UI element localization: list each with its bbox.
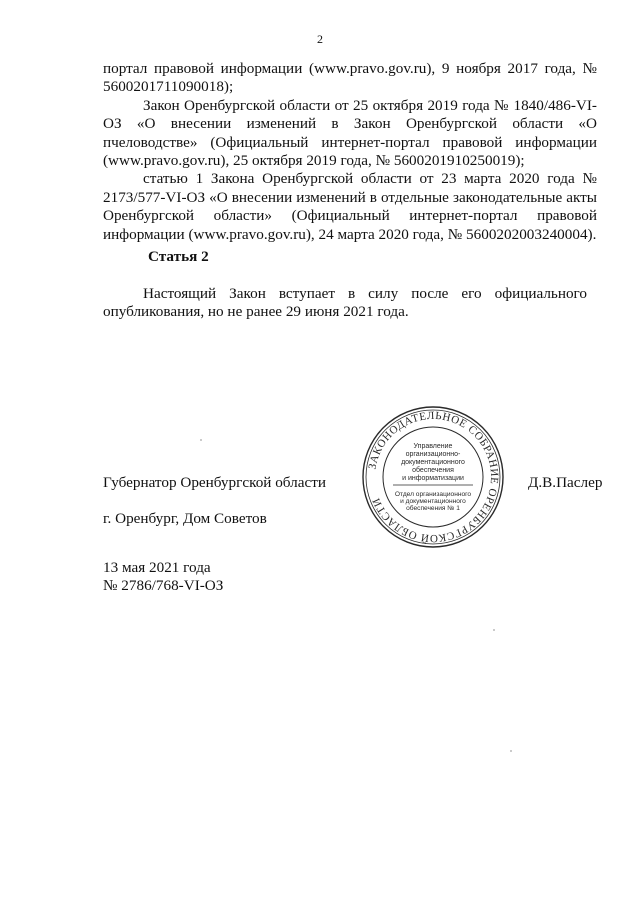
page-number: 2	[317, 32, 323, 46]
official-seal	[360, 404, 506, 550]
repealed-acts-list	[103, 60, 597, 244]
seal-line: и информатизации	[402, 475, 464, 482]
signing-date: 13 мая 2021 года	[103, 559, 211, 576]
signing-place: г. Оренбург, Дом Советов	[103, 510, 267, 527]
law-number: № 2786/768-VI-ОЗ	[103, 577, 224, 594]
signatory-position: Губернатор Оренбургской области	[103, 474, 326, 491]
seal-line: обеспечения № 1	[406, 505, 460, 512]
seal-line: и документационного	[400, 498, 466, 505]
scan-speck	[510, 750, 512, 752]
seal-line: организационно-	[405, 451, 461, 458]
article-body	[103, 285, 587, 322]
seal-ring-text: ЗАКОНОДАТЕЛЬНОЕ СОБРАНИЕ ОРЕНБУРГСКОЙ ОБЛАСТИ	[366, 409, 501, 545]
seal-line: Отдел организационного	[394, 491, 472, 498]
scan-speck	[200, 439, 202, 441]
paragraph-2: Закон Оренбургской области от 25 октября 2019 года № 1840/486-VI-ОЗ «О внесении изменений в Закон Оренбургской области «О пчеловодстве» (Официальный интернет-портал правовой информации (www.pravo.gov.ru), 25 октября 2019 года, № 5600201910250019);	[103, 96, 597, 170]
paragraph-1: портал правовой информации (www.pravo.gov.ru), 9 ноября 2017 года, № 5600201711090018);	[103, 60, 597, 96]
seal-line: документационного	[401, 459, 465, 466]
article-heading: Статья 2	[148, 248, 209, 265]
seal-line: обеспечения	[412, 467, 454, 474]
signatory-name: Д.В.Паслер	[528, 474, 603, 491]
paragraph-3: статью 1 Закона Оренбургской области от 23 марта 2020 года № 2173/577-VI-ОЗ «О внесении изменений в отдельные законодательные акты Оренбургской области» (Официальный интернет-портал правовой информации (www.pravo.gov.ru), 24 марта 2020 года, № 5600202003240004).	[103, 170, 597, 243]
seal-line: Управление	[413, 443, 453, 450]
article-paragraph: Настоящий Закон вступает в силу после его официального опубликования, но не ранее 29 июня 2021 года.	[103, 285, 587, 321]
scan-speck	[493, 629, 495, 631]
